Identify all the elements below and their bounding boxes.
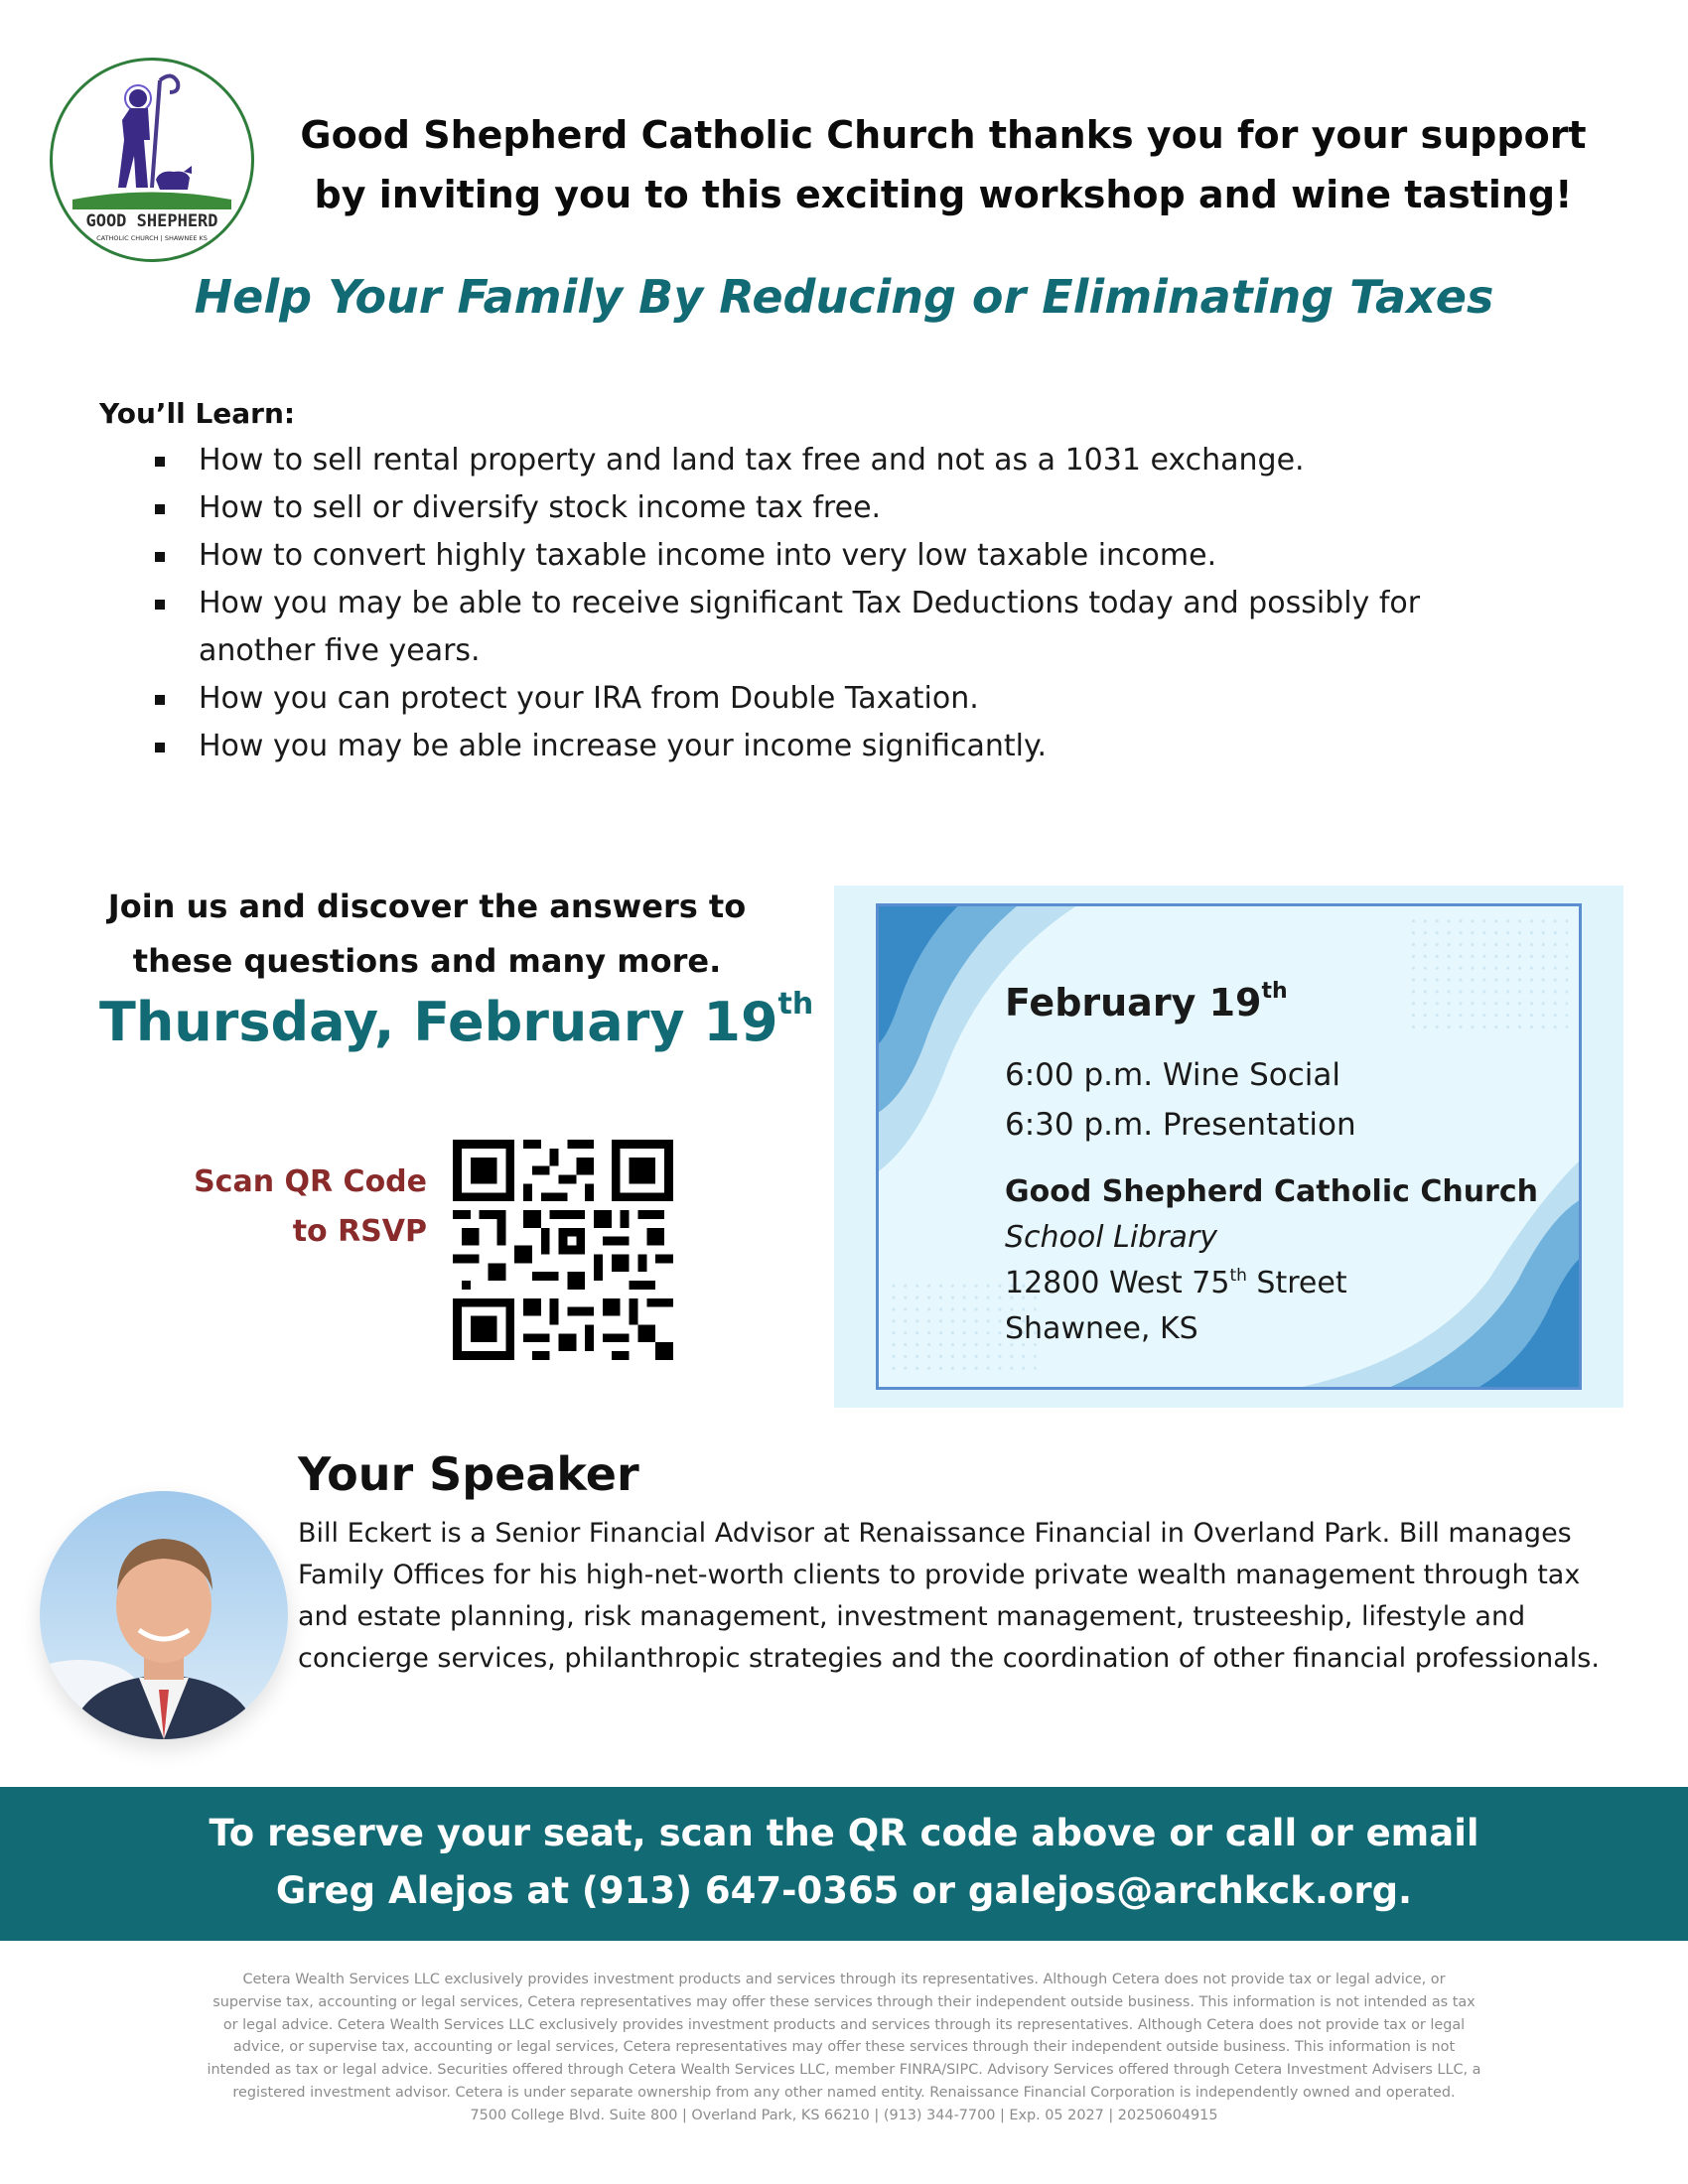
list-item bbox=[149, 723, 1539, 770]
presentation-time: 6:30 p.m. Presentation bbox=[1005, 1107, 1356, 1143]
join-line-1: Join us and discover the answers to bbox=[107, 887, 747, 925]
list-item-text: How you may be able increase your income significantly. bbox=[199, 729, 1047, 763]
reserve-banner bbox=[0, 1787, 1688, 1941]
reserve-line-2: Greg Alejos at (913) 647-0365 or galejos@archkck.org. bbox=[275, 1869, 1413, 1912]
rsvp-label bbox=[149, 1158, 427, 1257]
event-date-suffix: th bbox=[777, 987, 814, 1022]
bullet-icon bbox=[155, 600, 165, 610]
bullet-icon bbox=[155, 504, 165, 514]
join-line-2: these questions and many more. bbox=[132, 942, 722, 980]
speaker-heading: Your Speaker bbox=[298, 1447, 639, 1501]
logo-subtext: CATHOLIC CHURCH | SHAWNEE KS bbox=[96, 234, 208, 242]
bullet-icon bbox=[155, 695, 165, 705]
wine-social-time: 6:00 p.m. Wine Social bbox=[1005, 1057, 1340, 1093]
disclaimer-line: or legal advice. Cetera Wealth Services LLC exclusively provides investment products and services through its representatives. Although Cetera does not provide tax or legal bbox=[222, 2016, 1466, 2033]
legal-disclaimer bbox=[119, 1969, 1569, 2127]
bullet-icon bbox=[155, 552, 165, 562]
church-logo bbox=[50, 58, 254, 262]
venue-name: Good Shepherd Catholic Church bbox=[1005, 1174, 1538, 1209]
venue-street bbox=[1005, 1266, 1347, 1300]
bullet-icon bbox=[155, 457, 165, 467]
event-date-headline bbox=[99, 987, 814, 1053]
street-number: 12800 West 75 bbox=[1005, 1266, 1230, 1300]
rsvp-line-1: Scan QR Code bbox=[194, 1164, 427, 1199]
speaker-portrait-icon bbox=[40, 1491, 288, 1739]
learn-heading: You’ll Learn: bbox=[99, 397, 296, 430]
list-item bbox=[149, 484, 1539, 532]
bullet-icon bbox=[155, 743, 165, 752]
list-item bbox=[149, 532, 1539, 580]
disclaimer-line: registered investment advisor. Cetera is under separate ownership from any other named entity. Renaissance Financial Corporation is independently owned and operated. bbox=[232, 2084, 1456, 2101]
card-event-date bbox=[1005, 981, 1288, 1024]
logo-wordmark: GOOD SHEPHERD bbox=[85, 211, 218, 231]
list-item-text: How to sell or diversify stock income tax free. bbox=[199, 490, 882, 525]
list-item-text: How to sell rental property and land tax free and not as a 1031 exchange. bbox=[199, 443, 1305, 478]
join-us-text bbox=[89, 880, 765, 989]
disclaimer-line: supervise tax, accounting or legal services, Cetera representatives may offer these services through their independent outside business. This information is not intended as tax bbox=[212, 1993, 1476, 2010]
list-item bbox=[149, 580, 1539, 675]
street-name: Street bbox=[1246, 1266, 1347, 1300]
speaker-bio: Bill Eckert is a Senior Financial Advisor at Renaissance Financial in Overland Park. Bill manages Family Offices for his high-net-worth clients to provide private wealth management through tax and estate planning, risk management, investment management, trusteeship, lifestyle and concierge services, philanthropic strategies and the coordination of other financial professionals. bbox=[298, 1518, 1600, 1674]
list-item-text: How you can protect your IRA from Double Taxation. bbox=[199, 681, 979, 716]
venue-city: Shawnee, KS bbox=[1005, 1311, 1198, 1346]
speaker-photo bbox=[40, 1491, 288, 1739]
list-item bbox=[149, 437, 1539, 484]
list-item-text: How to convert highly taxable income into very low taxable income. bbox=[199, 538, 1217, 573]
learn-list bbox=[149, 437, 1539, 770]
list-item-text: How you may be able to receive significant Tax Deductions today and possibly for another five years. bbox=[199, 586, 1421, 668]
disclaimer-line: intended as tax or legal advice. Securities offered through Cetera Wealth Services LLC, member FINRA/SIPC. Advisory Services offered through Cetera Investment Advisers LLC, a bbox=[207, 2062, 1481, 2079]
wave-decoration-icon bbox=[879, 906, 1579, 1387]
card-date-main: February 19 bbox=[1005, 981, 1262, 1024]
disclaimer-line: advice, or supervise tax, accounting or legal services, Cetera representatives may offer these services through their independent outside business. This information is not bbox=[232, 2039, 1456, 2056]
main-headline: Help Your Family By Reducing or Eliminating Taxes bbox=[194, 270, 1494, 324]
event-details-card bbox=[876, 903, 1582, 1390]
disclaimer-line: Cetera Wealth Services LLC exclusively provides investment products and services through its representatives. Although Cetera does not provide tax or legal advice, or bbox=[242, 1972, 1446, 1987]
qr-code-icon[interactable] bbox=[453, 1140, 673, 1360]
event-date-main: Thursday, February 19 bbox=[99, 991, 778, 1053]
reserve-line-1: To reserve your seat, scan the QR code above or call or email bbox=[209, 1812, 1479, 1854]
rsvp-line-2: to RSVP bbox=[292, 1214, 427, 1249]
qr-code[interactable] bbox=[453, 1140, 673, 1360]
header-line-1: Good Shepherd Catholic Church thanks you for your support bbox=[300, 113, 1587, 157]
shepherd-logo-icon bbox=[53, 61, 251, 259]
event-details-panel bbox=[834, 886, 1623, 1408]
card-date-suffix: th bbox=[1261, 979, 1288, 1004]
header-line-2: by inviting you to this exciting workshop and wine tasting! bbox=[314, 173, 1573, 216]
venue-room: School Library bbox=[1005, 1220, 1218, 1255]
street-suffix: th bbox=[1229, 1266, 1247, 1286]
list-item bbox=[149, 675, 1539, 723]
disclaimer-line: 7500 College Blvd. Suite 800 | Overland Park, KS 66210 | (913) 344-7700 | Exp. 05 2027 | 20250604915 bbox=[470, 2107, 1218, 2123]
invitation-header bbox=[278, 105, 1609, 224]
